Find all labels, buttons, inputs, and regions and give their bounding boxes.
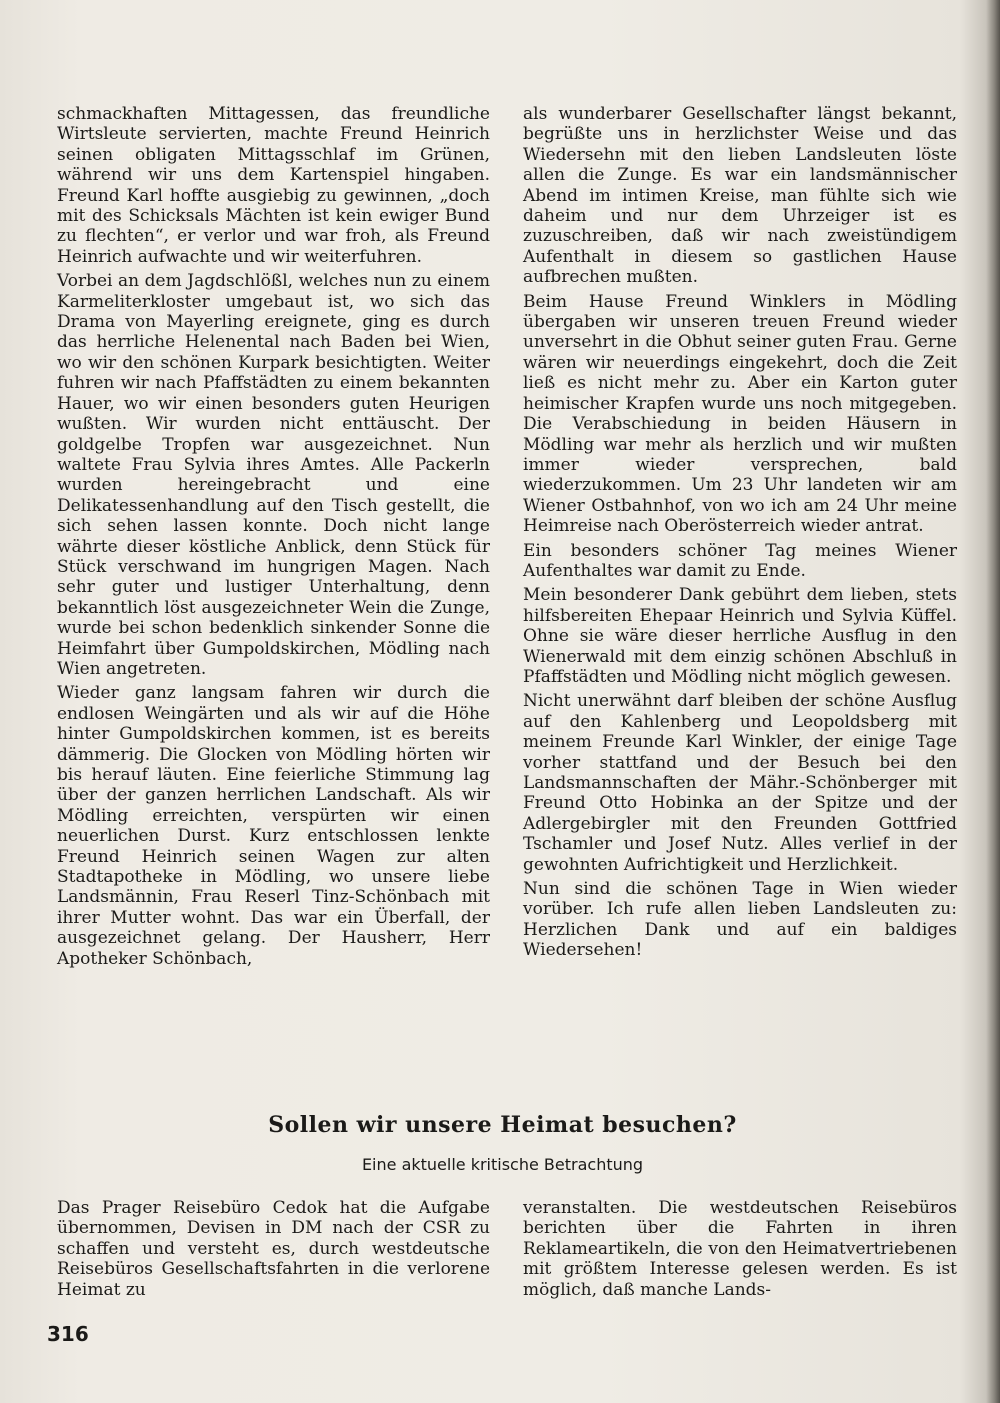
book-spine-shadow — [986, 0, 1000, 1403]
paragraph: schmackhaften Mittagessen, das freundliche Wirtsleute servierten, machte Freund Heinrich seinen obligaten Mittagsschlaf im Grünen, während wir uns dem Kartenspiel hingaben. Freund Karl hoffte ausgiebig zu gewinnen, „doch mit des Schicksals Mächten ist kein ewiger Bund zu flechten“, er verlor und war froh, als Freund Heinrich aufwachte und wir weiterfuhren. — [57, 104, 490, 267]
paragraph: veranstalten. Die westdeutschen Reisebüros berichten über die Fahrten in ihren Reklameartikeln, die von den Heimatvertriebenen mit größtem Interesse gelesen werden. Es ist möglich, daß manche Lands- — [523, 1198, 957, 1300]
paragraph: Wieder ganz langsam fahren wir durch die endlosen Weingärten und als wir auf die Höhe hinter Gumpoldskirchen kommen, ist es bereits dämmerig. Die Glocken von Mödling hörten wir bis herauf läuten. Eine feierliche Stimmung lag über der ganzen herrlichen Landschaft. Als wir Mödling erreichten, verspürten wir einen neuerlichen Durst. Kurz entschlossen lenkte Freund Heinrich seinen Wagen zur alten Stadtapotheke in Mödling, wo unsere liebe Landsmännin, Frau Reserl Tinz-Schönbach mit ihrer Mutter wohnt. Das war ein Überfall, der ausgezeichnet gelang. Der Hausherr, Herr Apotheker Schönbach, — [57, 683, 490, 969]
paragraph: Das Prager Reisebüro Cedok hat die Aufgabe übernommen, Devisen in DM nach der CSR zu schaffen und versteht es, durch westdeutsche Reisebüros Gesellschaftsfahrten in die verlorene Heimat zu — [57, 1198, 490, 1300]
paragraph: Nun sind die schönen Tage in Wien wieder vorüber. Ich rufe allen lieben Landsleuten zu: Herzlichen Dank und auf ein baldiges Wiedersehen! — [523, 879, 957, 961]
paragraph: Mein besonderer Dank gebührt dem lieben, stets hilfsbereiten Ehepaar Heinrich und Sylvia Küffel. Ohne sie wäre dieser herrliche Ausflug in den Wienerwald mit dem einzig schönen Abschluß in Pfaffstädten und Mödling nicht möglich gewesen. — [523, 585, 957, 687]
second-article-column-right — [523, 1198, 957, 1300]
article-column-left — [57, 104, 490, 969]
paragraph: Vorbei an dem Jagdschlößl, welches nun zu einem Karmeliterkloster umgebaut ist, wo sich das Drama von Mayerling ereignete, ging es durch das herrliche Helenental nach Baden bei Wien, wo wir den schönen Kurpark besichtigten. Weiter fuhren wir nach Pfaffstädten zu einem bekannten Hauer, wo wir einen besonders guten Heurigen wußten. Wir wurden nicht enttäuscht. Der goldgelbe Tropfen war ausgezeichnet. Nun waltete Frau Sylvia ihres Amtes. Alle Packerln wurden hereingebracht und eine Delikatessenhandlung auf den Tisch gestellt, die sich sehen lassen konnte. Doch nicht lange währte dieser köstliche Anblick, denn Stück für Stück verschwand im hungrigen Magen. Nach sehr guter und lustiger Unterhaltung, denn bekanntlich löst ausgezeichneter Wein die Zunge, wurde bei schon bedenklich sinkender Sonne die Heimfahrt über Gumpoldskirchen, Mödling nach Wien angetreten. — [57, 271, 490, 679]
paragraph: Nicht unerwähnt darf bleiben der schöne Ausflug auf den Kahlenberg und Leopoldsberg mit meinem Freunde Karl Winkler, der einige Tage vorher stattfand und der Besuch bei den Landsmannschaften der Mähr.-Schönberger mit Freund Otto Hobinka an der Spitze und der Adlergebirgler mit den Freunden Gottfried Tschamler und Josef Nutz. Alles verlief in der gewohnten Aufrichtigkeit und Herzlichkeit. — [523, 691, 957, 875]
paragraph: Beim Hause Freund Winklers in Mödling übergaben wir unseren treuen Freund wieder unversehrt in die Obhut seiner guten Frau. Gerne wären wir neuerdings eingekehrt, doch die Zeit ließ es nicht mehr zu. Aber ein Karton guter heimischer Krapfen wurde uns noch mitgegeben. Die Verabschiedung in beiden Häusern in Mödling war mehr als herzlich und wir mußten immer wieder versprechen, bald wiederzukommen. Um 23 Uhr landeten wir am Wiener Ostbahnhof, von wo ich am 24 Uhr meine Heimreise nach Oberösterreich wieder antrat. — [523, 291, 957, 537]
page-number: 316 — [47, 1322, 89, 1346]
article-heading: Sollen wir unsere Heimat besuchen? — [268, 1112, 737, 1138]
article-column-right — [523, 104, 957, 961]
second-article-column-left — [57, 1198, 490, 1300]
paragraph: als wunderbarer Gesellschafter längst bekannt, begrüßte uns in herzlichster Weise und das Wiedersehn mit den lieben Landsleuten löste allen die Zunge. Es war ein landsmännischer Abend im intimen Kreise, man fühlte sich wie daheim und nur dem Uhrzeiger ist es zuzuschreiben, daß wir nach zweistündigem Aufenthalt in diesem so gastlichen Hause aufbrechen mußten. — [523, 104, 957, 288]
paragraph: Ein besonders schöner Tag meines Wiener Aufenthaltes war damit zu Ende. — [523, 540, 957, 581]
article-subheading: Eine aktuelle kritische Betrachtung — [361, 1155, 644, 1174]
